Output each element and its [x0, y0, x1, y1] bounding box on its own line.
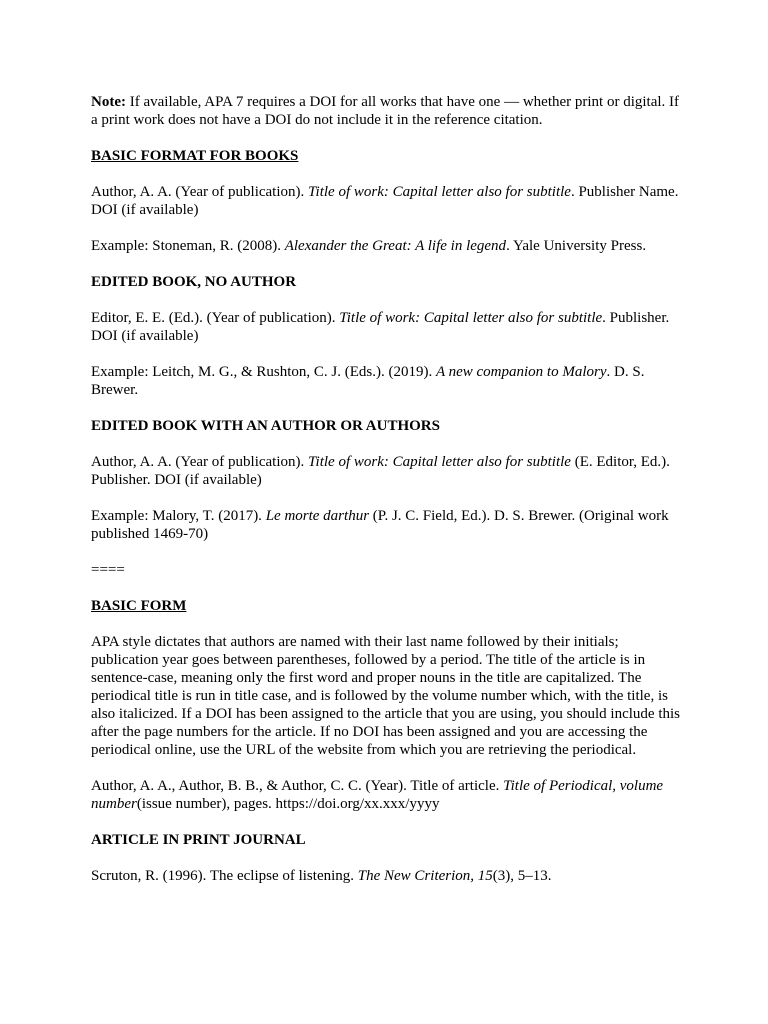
example-italic-text: A new companion to Malory: [435, 364, 607, 380]
format-text: Editor, E. E. (Ed.). (Year of publication).: [91, 310, 340, 326]
format-italic-text: Title of work: Capital letter also for subtitle: [339, 310, 603, 326]
print-journal-heading: ARTICLE IN PRINT JOURNAL: [91, 832, 306, 848]
note-label: Note:: [91, 94, 126, 110]
example-text: . Yale University Press.: [506, 238, 647, 254]
example-text: Example: Stoneman, R. (2008).: [91, 238, 285, 254]
note-text: If available, APA 7 requires a DOI for all works that have one — whether print or digital. If a print work does not have a DOI do not include it in the reference citation.: [91, 94, 680, 128]
format-italic-text: Title of work: Capital letter also for subtitle: [308, 184, 571, 200]
example-text: (P. J. C. Field, Ed.). D. S. Brewer. (Original work published 1469-70): [91, 508, 669, 542]
format-text: (E. Editor, Ed.). Publisher. DOI (if available): [91, 454, 670, 488]
edited-no-author-format: [91, 309, 681, 345]
example-italic-text: The New Criterion, 15: [357, 868, 493, 884]
edited-with-author-format: [91, 453, 681, 489]
example-text: Example: Leitch, M. G., & Rushton, C. J. (Eds.). (2019).: [91, 364, 436, 380]
basic-books-heading: BASIC FORMAT FOR BOOKS: [91, 148, 299, 164]
basic-form-heading: BASIC FORM: [91, 598, 187, 614]
format-text: Author, A. A. (Year of publication).: [91, 184, 309, 200]
format-italic-text: Title of work: Capital letter also for subtitle: [308, 454, 571, 470]
edited-no-author-example: [91, 363, 681, 399]
edited-with-author-example: [91, 507, 681, 543]
example-text: . D. S. Brewer.: [91, 364, 645, 398]
format-text: (issue number), pages. https://doi.org/xx.xxx/yyyy: [136, 796, 440, 812]
format-text: . Publisher. DOI (if available): [91, 310, 670, 344]
basic-form-format: [91, 777, 681, 813]
example-italic-text: Le morte darthur: [265, 508, 370, 524]
document-page: [91, 93, 681, 885]
section-separator: ====: [91, 562, 125, 578]
note-paragraph: [91, 93, 681, 129]
basic-books-example: [91, 237, 681, 255]
print-journal-example: [91, 867, 681, 885]
example-italic-text: Alexander the Great: A life in legend: [284, 238, 507, 254]
edited-with-author-heading: EDITED BOOK WITH AN AUTHOR OR AUTHORS: [91, 418, 440, 434]
format-text: . Publisher Name. DOI (if available): [91, 184, 679, 218]
edited-no-author-heading: EDITED BOOK, NO AUTHOR: [91, 274, 297, 290]
format-italic-text: Title of Periodical, volume number: [91, 778, 664, 812]
basic-form-paragraph: APA style dictates that authors are named with their last name followed by their initials; publication year goes between parentheses, followed by a period. The title of the article is in sentence-case, meaning only the first word and proper nouns in the title are capitalized. The periodical title is run in title case, and is followed by the volume number which, with the title, is also italicized. If a DOI has been assigned to the article that you are using, you should include this after the page numbers for the article. If no DOI has been assigned and you are accessing the periodical online, use the URL of the website from which you are retrieving the periodical.: [91, 634, 681, 758]
basic-books-format: [91, 183, 681, 219]
example-text: (3), 5–13.: [492, 868, 552, 884]
example-text: Example: Malory, T. (2017).: [91, 508, 266, 524]
example-text: Scruton, R. (1996). The eclipse of listening.: [91, 868, 358, 884]
format-text: Author, A. A. (Year of publication).: [91, 454, 309, 470]
format-text: Author, A. A., Author, B. B., & Author, C. C. (Year). Title of article.: [91, 778, 504, 794]
